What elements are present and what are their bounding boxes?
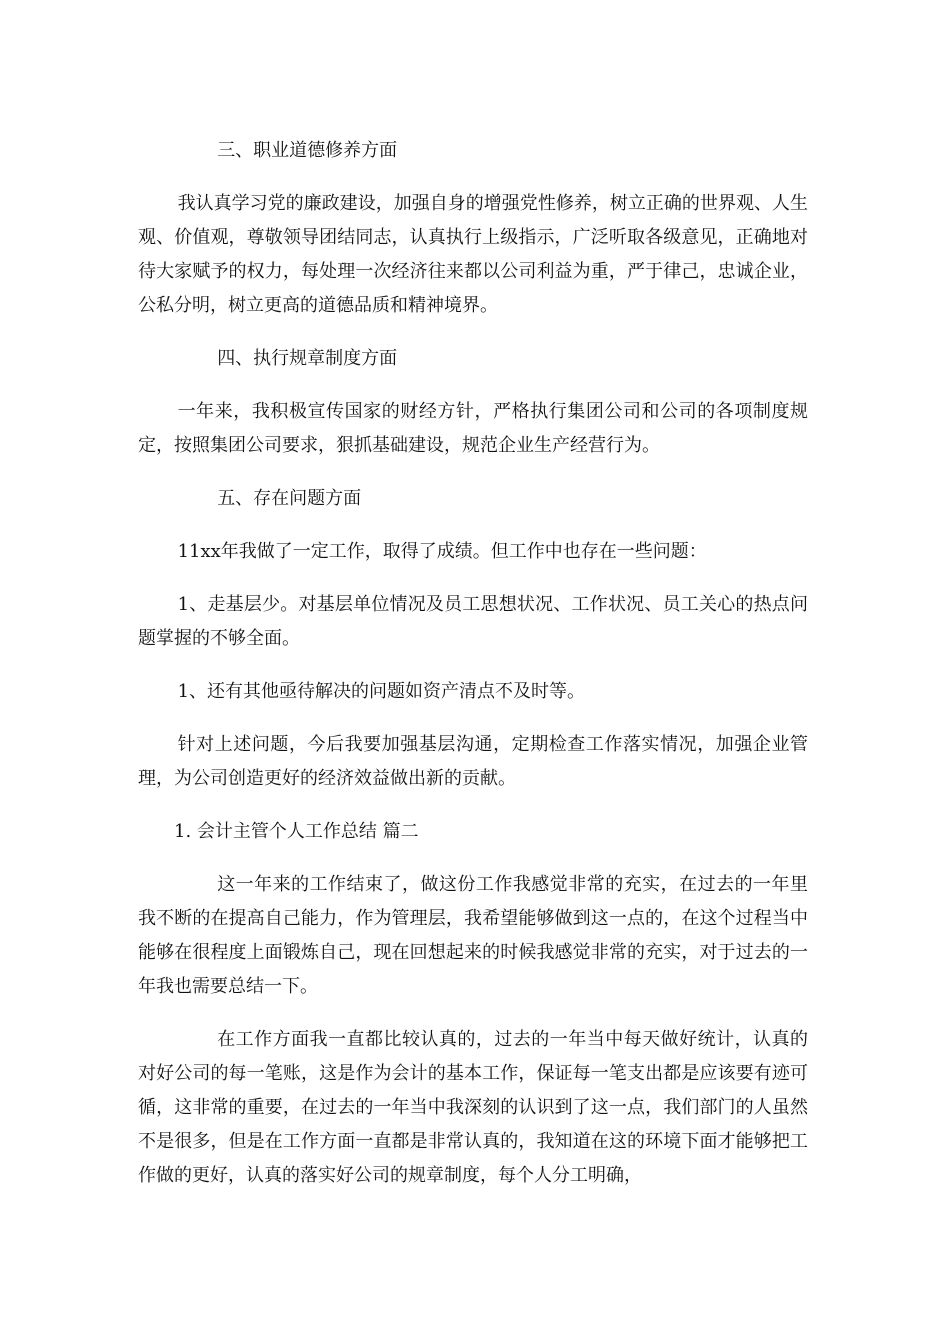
article-heading-part-two: 1. 会计主管个人工作总结 篇二 [174, 821, 419, 842]
section-heading-regulations: 四、执行规章制度方面 [217, 348, 398, 369]
paragraph-regulations: 一年来，我积极宣传国家的财经方针，严格执行集团公司和公司的各项制度规定，按照集团公司要求，狠抓基础建设，规范企业生产经营行为。 [138, 401, 808, 456]
paragraph-problem-2: 1、还有其他亟待解决的问题如资产清点不及时等。 [177, 681, 586, 702]
paragraph-problems-intro: 11xx年我做了一定工作，取得了成绩。但工作中也存在一些问题： [177, 541, 707, 562]
paragraph-problem-1: 1、走基层少。对基层单位情况及员工思想状况、工作状况、员工关心的热点问题掌握的不够全面。 [138, 594, 808, 649]
paragraph-work-attitude: 在工作方面我一直都比较认真的，过去的一年当中每天做好统计，认真的对好公司的每一笔账，这是作为会计的基本工作，保证每一笔支出都是应该要有迹可循，这非常的重要，在过去的一年当中我深刻的认识到了这一点，我们部门的人虽然不是很多，但是在工作方面一直都是非常认真的，我知道在这的环境下面才能够把工作做的更好，认真的落实好公司的规章制度，每个人分工明确， [138, 1029, 808, 1186]
section-heading-problems: 五、存在问题方面 [217, 488, 362, 509]
document-body [138, 134, 808, 1212]
paragraph-ethics: 我认真学习党的廉政建设，加强自身的增强党性修养，树立正确的世界观、人生观、价值观，尊敬领导团结同志，认真执行上级指示，广泛听取各级意见，正确地对待大家赋予的权力，每处理一次经济往来都以公司利益为重，严于律己，忠诚企业，公私分明，树立更高的道德品质和精神境界。 [138, 193, 808, 316]
paragraph-improvement: 针对上述问题，今后我要加强基层沟通，定期检查工作落实情况，加强企业管理，为公司创造更好的经济效益做出新的贡献。 [138, 734, 808, 789]
paragraph-year-review: 这一年来的工作结束了，做这份工作我感觉非常的充实，在过去的一年里我不断的在提高自己能力，作为管理层，我希望能够做到这一点的，在这个过程当中能够在很程度上面锻炼自己，现在回想起来的时候我感觉非常的充实，对于过去的一年我也需要总结一下。 [138, 874, 808, 997]
section-heading-ethics: 三、职业道德修养方面 [217, 140, 398, 161]
